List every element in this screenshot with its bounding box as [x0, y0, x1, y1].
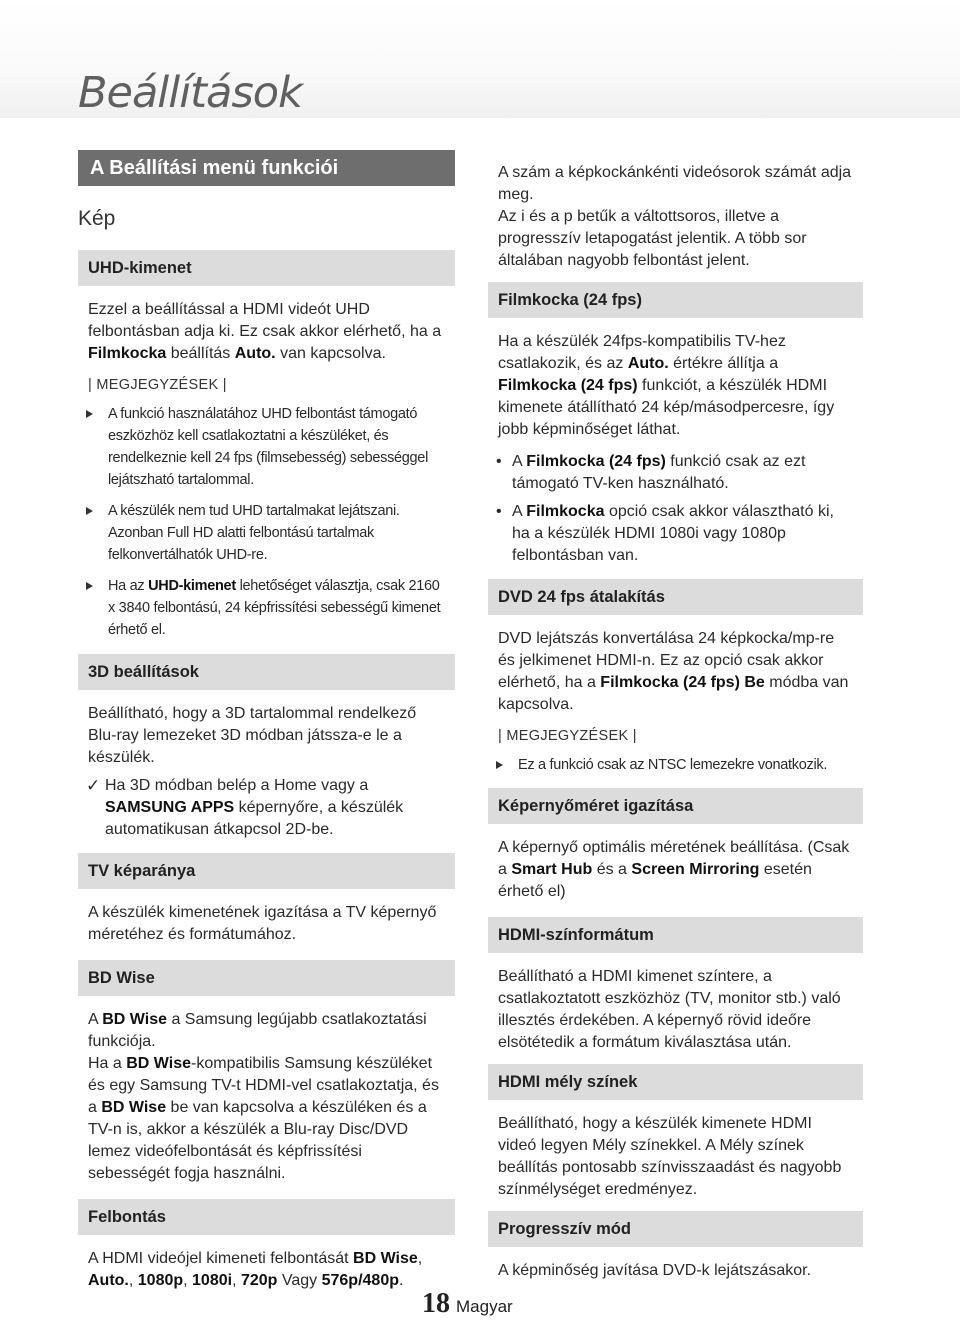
section-heading-bd-wise: BD Wise: [78, 960, 455, 996]
film-frame-description: Ha a készülék 24fps-kompatibilis TV-hez csatlakozik, és az Auto. értékre állítja a Filmkocka (24 fps) funkciót, a készülék HDMI kimenete átállítható 24 kép/másodpercesre, így jobb képminőséget láthat.: [498, 333, 835, 438]
note-item: Ha az UHD-kimenet lehetőséget választja, csak 2160 x 3840 felbontású, 24 képfrissítési sebességű kimenet érhető el.: [108, 575, 449, 641]
3d-settings-description: Beállítható, hogy a 3D tartalommal rendelkező Blu-ray lemezeket 3D módban játssza-e le a készülék.: [88, 705, 417, 766]
main-section-heading: A Beállítási menü funkciói: [78, 150, 455, 186]
triangle-bullet-icon: [86, 582, 93, 590]
page-footer: [422, 1288, 513, 1320]
checkmark-icon: ✓: [86, 776, 101, 795]
notes-title: | MEGJEGYZÉSEK |: [88, 377, 227, 393]
section-heading-uhd-output: UHD-kimenet: [78, 250, 455, 286]
screen-size-description: A képernyő optimális méretének beállítása. (Csak a Smart Hub és a Screen Mirroring esetén érhető el): [498, 839, 850, 900]
notes-title: | MEGJEGYZÉSEK |: [498, 728, 637, 744]
hdmi-color-format-description: Beállítható a HDMI kimenet színtere, a csatlakoztatott eszközhöz (TV, monitor stb.) való illesztés érdekében. A képernyő rövid ideőre elsötétedik a formátum kiválasztása után.: [498, 968, 841, 1051]
note-item: Ez a funkció csak az NTSC lemezekre vonatkozik.: [518, 754, 857, 776]
section-heading-hdmi-deep-color: HDMI mély színek: [488, 1064, 863, 1100]
bullet-item: • A Filmkocka (24 fps) funkció csak az ezt támogató TV-ken használható.: [496, 453, 806, 492]
right-column: [488, 162, 863, 1292]
resolution-intro-line: A szám a képkockánkénti videósorok számát adja meg.: [498, 164, 852, 203]
resolution-intro-detail: Az i és a p betűk a váltottsoros, illetve a progresszív letapogatást jelentik. A több sor általában nagyobb felbontást jelent.: [498, 208, 807, 269]
bullet-item: • A Filmkocka opció csak akkor választható ki, ha a készülék HDMI 1080i vagy 1080p felbontásban van.: [496, 503, 834, 564]
section-heading-screen-size: Képernyőméret igazítása: [488, 788, 863, 824]
section-heading-3d-settings: 3D beállítások: [78, 654, 455, 690]
section-heading-hdmi-color-format: HDMI-színformátum: [488, 917, 863, 953]
hdmi-deep-color-description: Beállítható, hogy a készülék kimenete HDMI videó legyen Mély színekkel. A Mély színek beállítás pontosabb színvisszaadást és nagyobb színmélységet eredményez.: [498, 1115, 842, 1198]
section-heading-tv-aspect: TV képaránya: [78, 853, 455, 889]
page-number: 18: [422, 1288, 450, 1319]
section-heading-progressive-mode: Progresszív mód: [488, 1211, 863, 1247]
page-title: Beállítások: [78, 68, 302, 118]
triangle-bullet-icon: [86, 507, 93, 515]
section-heading-dvd-24fps: DVD 24 fps átalakítás: [488, 579, 863, 615]
left-column: [78, 150, 455, 1302]
note-item: A készülék nem tud UHD tartalmakat lejátszani. Azonban Full HD alatti felbontású tartalmak felkonvertálhatók UHD-re.: [108, 500, 449, 566]
uhd-output-description: Ezzel a beállítással a HDMI videót UHD felbontásban adja ki. Ez csak akkor elérhető, ha a Filmkocka beállítás Auto. van kapcsolva.: [88, 301, 442, 362]
section-heading-resolution: Felbontás: [78, 1199, 455, 1235]
sub-section-heading: Kép: [78, 207, 116, 230]
tv-aspect-description: A készülék kimenetének igazítása a TV képernyő méretéhez és formátumához.: [88, 904, 437, 943]
page-language: Magyar: [456, 1297, 513, 1316]
bd-wise-description: A BD Wise a Samsung legújabb csatlakoztatási funkciója.: [88, 1011, 427, 1050]
dvd-24fps-description: DVD lejátszás konvertálása 24 képkocka/mp-re és jelkimenet HDMI-n. Ez az opció csak akkor elérhető, ha a Filmkocka (24 fps) Be módba van kapcsolva.: [498, 630, 849, 713]
progressive-mode-description: A képminőség javítása DVD-k lejátszásakor.: [498, 1262, 812, 1279]
check-note: ✓ Ha 3D módban belép a Home vagy a SAMSUNG APPS képernyőre, a készülék automatikusan átkapcsol 2D-be.: [86, 776, 404, 838]
section-heading-film-frame: Filmkocka (24 fps): [488, 282, 863, 318]
triangle-bullet-icon: [86, 410, 93, 418]
resolution-description: A HDMI videójel kimeneti felbontását BD Wise, Auto., 1080p, 1080i, 720p Vagy 576p/480p.: [88, 1250, 423, 1289]
bd-wise-details: Ha a BD Wise-kompatibilis Samsung készüléket és egy Samsung TV-t HDMI-vel csatlakoztatja, és a BD Wise be van kapcsolva a készüléken és a TV-n is, akkor a készülék a Blu-ray Disc/DVD lemez videófelbontását és képfrissítési sebességét fogja használni.: [88, 1055, 439, 1182]
triangle-bullet-icon: [496, 761, 503, 769]
note-item: A funkció használatához UHD felbontást támogató eszközhöz kell csatlakoztatni a készüléket, és rendelkeznie kell 24 fps (filmsebesség) sebességgel lejátszható tartalommal.: [108, 403, 449, 491]
